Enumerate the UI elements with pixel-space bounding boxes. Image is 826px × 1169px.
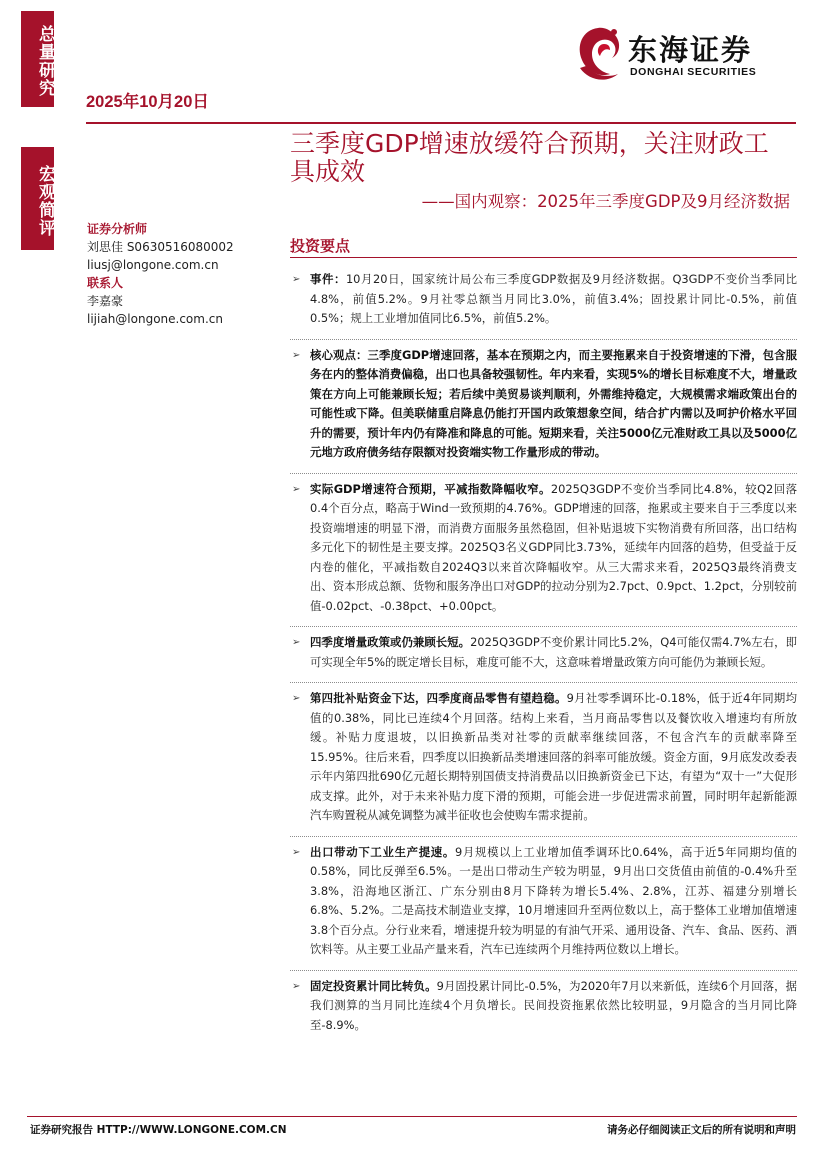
arrow-bullet-icon: ➢	[292, 693, 301, 704]
point-lead: 出口带动下工业生产提速。	[310, 844, 455, 859]
report-date: 2025年10月20日	[86, 93, 209, 111]
arrow-bullet-icon: ➢	[292, 349, 301, 361]
contact-name: 李嘉豪	[87, 294, 124, 308]
point-lead: 实际GDP增速符合预期，平减指数降幅收窄。	[310, 481, 551, 496]
point-body: 三季度GDP增速回落，基本在预期之内，而主要拖累来自于投资增速的下滑，包含服务在内的整体消费偏稳，出口也具备较强韧性。年内来看，实现5%的增长目标难度不大，增量政策在方向上可能兼顾长短；若后续中美贸易谈判顺利，外需维持稳定，大规模需求端政策出台的可能性或下降。但美联储重启降息仍能打开国内政策想象空间，结合扩内需以及呵护价格水平回升的需要，预计年内仍有降准和降息的可能。短期来看，关注5000亿元准财政工具以及5000亿元地方政府债务结存限额对投资端实物工作量形成的带动。	[310, 347, 797, 459]
point-body: 9月规模以上工业增加值季调环比0.64%，高于近5年同期均值的0.58%，同比反弹至6.5%。一是出口带动生产较为明显，9月出口交货值由前值的-0.4%升至3.8%，沿海地区浙江、广东分别由8月下降转为增长5.4%、2.8%，江苏、福建分别增长6.8%、5.2%。二是高技术制造业支撑，10月增速回升至两位数以上，高于整体工业增加值增速3.8个百分点。分行业来看，增速提升较为明显的有油气开采、通用设备、汽车、食品、医药、酒饮料等。从主要工业品产量来看，汽车已连续两个月维持两位数以上增长。	[310, 844, 797, 956]
report-title: 三季度GDP增速放缓符合预期，关注财政工具成效	[290, 129, 769, 186]
report-category-tab: 总量研究	[21, 11, 54, 107]
logo-english-name: DONGHAI SECURITIES	[630, 66, 757, 78]
arrow-bullet-icon: ➢	[292, 483, 301, 495]
footer-disclaimer: 请务必仔细阅读正文后的所有说明和声明	[607, 1124, 796, 1136]
key-points-list	[290, 264, 797, 1045]
list-item	[290, 971, 797, 1046]
list-item	[290, 474, 797, 628]
point-body: 9月社零季调环比-0.18%，低于近4年同期均值的0.38%，同比已连续4个月回落。结构上来看，当月商品零售以及餐饮收入增速均有所放缓。补贴力度退坡，以旧换新品类对社零的贡献率继续回落，不包含汽车的贡献率降至15.95%。往后来看，四季度以旧换新品类增速回落的斜率可能放缓。资金方面，9月底发改委表示年内第四批690亿元超长期特别国债支持消费品以旧换新资金已下达，有望为“双十一”大促形成支撑。此外，对于未来补贴力度下滑的预期，可能会进一步促进需求前置，同时明年起新能源汽车购置税从减免调整为减半征收也会使购车需求提前。	[310, 691, 797, 822]
report-type-tab: 宏观简评	[21, 147, 54, 250]
arrow-bullet-icon: ➢	[292, 274, 301, 285]
list-item	[290, 683, 797, 837]
contact-email[interactable]: lijiah@longone.com.cn	[87, 312, 223, 326]
dragon-emblem-icon	[570, 22, 626, 84]
analyst-name: 刘思佳 S0630516080002	[87, 240, 234, 254]
point-lead: 四季度增量政策或仍兼顾长短。	[310, 635, 471, 649]
contact-label: 联系人	[87, 276, 124, 290]
analyst-info	[87, 220, 277, 328]
point-lead: 固定投资累计同比转负。	[310, 978, 437, 993]
header-divider	[86, 122, 796, 124]
section-divider	[290, 257, 797, 258]
point-body: 2025Q3GDP不变价累计同比5.2%，Q4可能仅需4.7%左右，即可实现全年5%的既定增长目标，难度可能不大，这意味着增量政策方向可能仍为兼顾长短。	[310, 635, 797, 669]
point-body: 10月20日，国家统计局公布三季度GDP数据及9月经济数据。Q3GDP不变价当季同比4.8%，前值5.2%。9月社零总额当月同比3.0%，前值3.4%；固投累计同比-0.5%，前值0.5%；规上工业增加值同比6.5%，前值5.2%。	[310, 272, 797, 325]
footer-divider	[27, 1116, 797, 1117]
footer-website[interactable]: 证券研究报告 HTTP://WWW.LONGONE.COM.CN	[30, 1124, 287, 1136]
section-heading: 投资要点	[290, 237, 351, 255]
list-item	[290, 264, 797, 340]
list-item	[290, 340, 797, 474]
list-item	[290, 627, 797, 683]
point-body: 9月固投累计同比-0.5%，为2020年7月以来新低，连续6个月回落，据我们测算的当月同比连续4个月负增长。民间投资拖累依然比较明显，9月隐含的当月同比降至-8.9%。	[310, 978, 797, 1032]
analyst-email[interactable]: liusj@longone.com.cn	[87, 258, 219, 272]
list-item	[290, 837, 797, 971]
point-lead: 第四批补贴资金下达，四季度商品零售有望趋稳。	[310, 691, 567, 705]
analyst-label: 证券分析师	[87, 222, 148, 236]
company-logo	[570, 18, 800, 88]
report-subtitle: ——国内观察：2025年三季度GDP及9月经济数据	[421, 192, 790, 211]
point-body: 2025Q3GDP不变价当季同比4.8%，较Q2回落0.4个百分点，略高于Wind一致预期的4.76%。GDP增速的回落，拖累或主要来自于三季度以来投资端增速的明显下滑，而消费方面服务虽然稳固，但补贴退坡下实物消费有所回落，出口结构多元化下的韧性是主要支撑。2025Q3名义GDP同比3.73%，延续年内回落的趋势，但受益于反内卷的催化，平减指数自2024Q3以来首次降幅收窄。从三大需求来看，2025Q3最终消费支出、资本形成总额、货物和服务净出口对GDP的拉动分别为2.7pct、0.9pct、1.2pct，分别较前值-0.02pct、-0.38pct、+0.00pct。	[310, 481, 797, 613]
point-lead: 核心观点：	[310, 347, 368, 362]
point-lead: 事件：	[310, 272, 346, 286]
arrow-bullet-icon: ➢	[292, 980, 301, 992]
logo-chinese-name: 东海证券	[628, 33, 753, 67]
arrow-bullet-icon: ➢	[292, 637, 301, 648]
arrow-bullet-icon: ➢	[292, 846, 301, 858]
